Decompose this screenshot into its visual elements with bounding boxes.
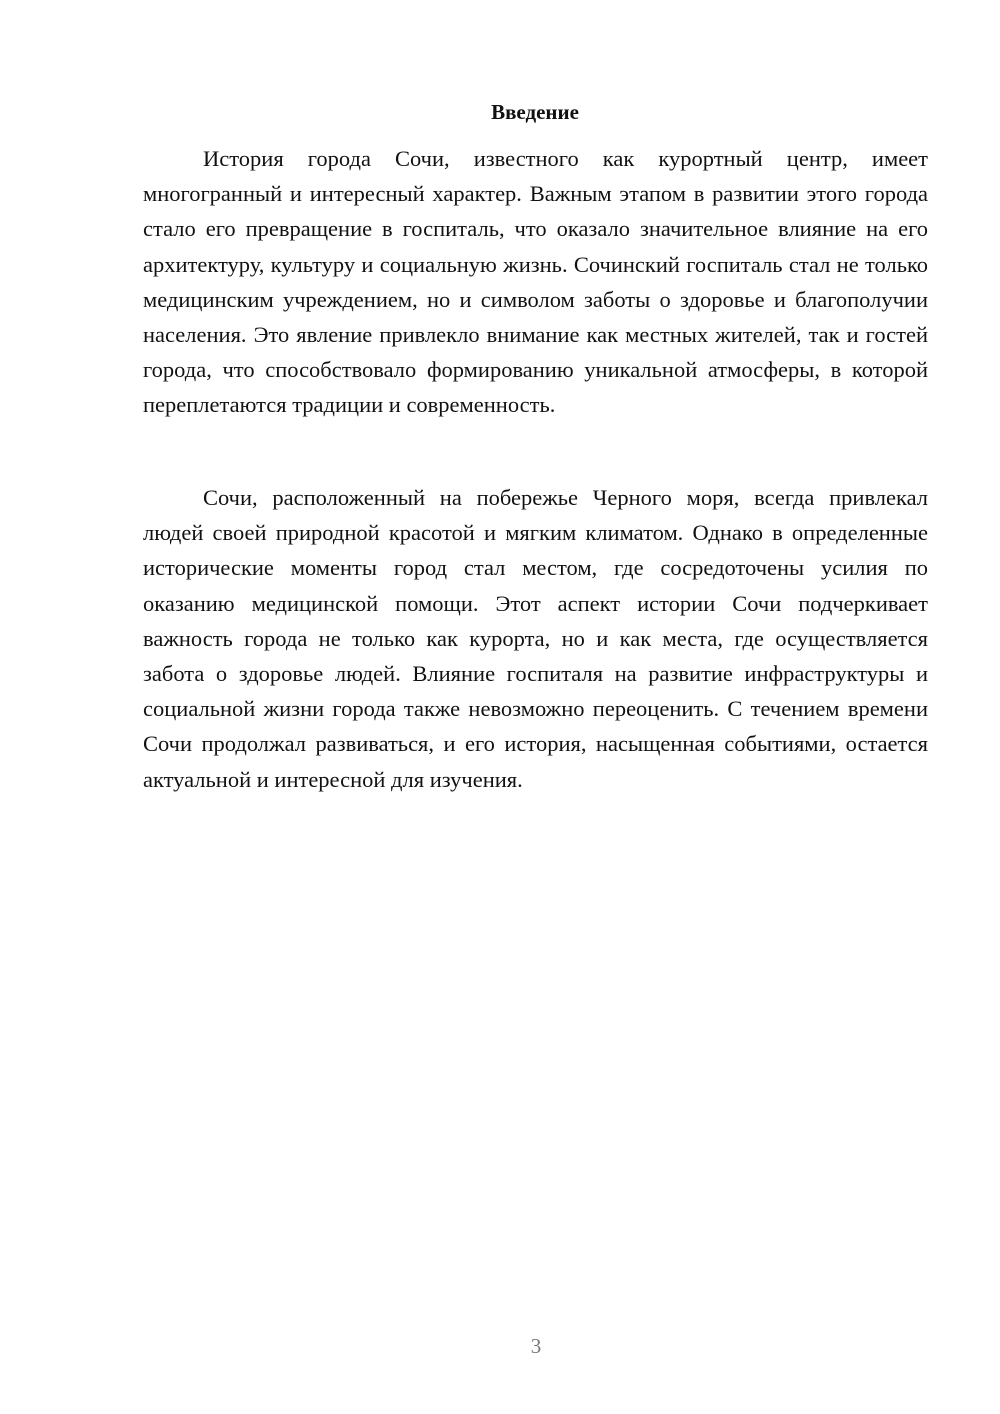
page-number: 3 <box>530 1334 542 1358</box>
paragraph-2: Сочи, расположенный на побережье Черного моря, всегда привлекал людей своей природной красотой и мягким климатом. Однако в определенные исторические моменты город стал местом, где сосредоточены усилия по оказанию медицинской помощи. Этот аспект истории Сочи подчеркивает важность города не только как курорта, но и как места, где осуществляется забота о здоровье людей. Влияние госпиталя на развитие инфраструктуры и социальной жизни города также невозможно переоценить. С течением времени Сочи продолжал развиваться, и его история, насыщенная событиями, остается актуальной и интересной для изучения. <box>143 485 928 792</box>
paragraph-1: История города Сочи, известного как курортный центр, имеет многогранный и интересный характер. Важным этапом в развитии этого города стало его превращение в госпиталь, что оказало значительное влияние на его архитектуру, культуру и социальную жизнь. Сочинский госпиталь стал не только медицинским учреждением, но и символом заботы о здоровье и благополучии населения. Это явление привлекло внимание как местных жителей, так и гостей города, что способствовало формированию уникальной атмосферы, в которой переплетаются традиции и современность. <box>143 146 928 418</box>
page-title: Введение <box>491 100 579 124</box>
